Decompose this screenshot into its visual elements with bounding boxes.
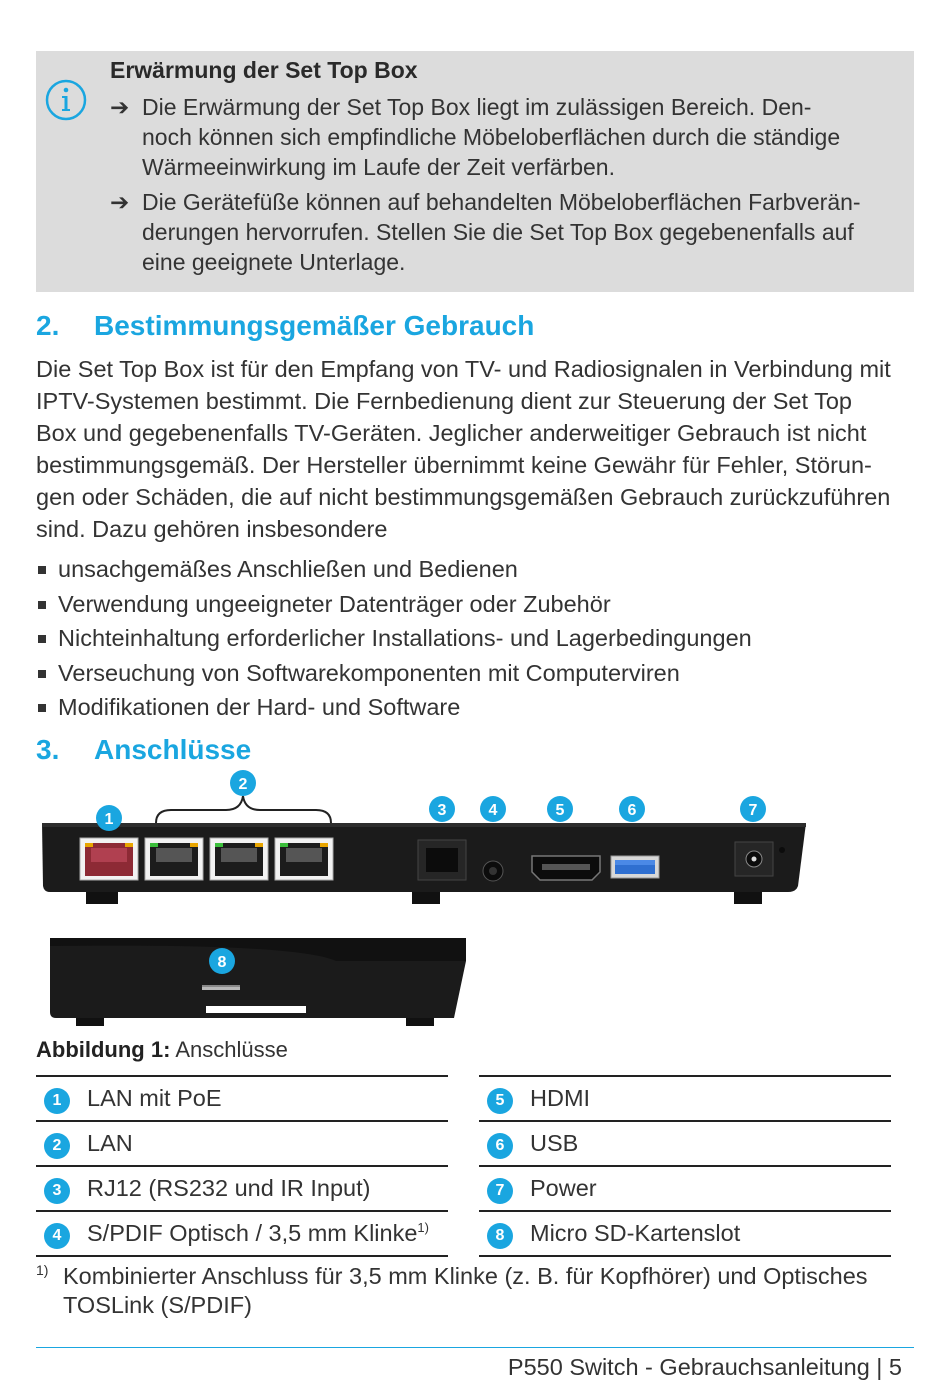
device-foot — [76, 1018, 104, 1026]
svg-text:6: 6 — [627, 802, 637, 819]
list-item: unsachgemäßes Anschließen und Bedienen — [36, 554, 752, 589]
paragraph-line: sind. Dazu gehören insbesondere — [36, 516, 388, 542]
device-foot — [86, 892, 118, 904]
svg-text:7: 7 — [748, 802, 758, 819]
legend-row — [479, 1075, 891, 1120]
legend-label: LAN — [87, 1130, 133, 1156]
caption-text: Anschlüsse — [170, 1037, 288, 1062]
legend-label-with-footnote — [87, 1220, 429, 1247]
number-badge: 1 — [44, 1088, 70, 1114]
callout-3 — [429, 796, 455, 822]
power-port — [735, 842, 773, 876]
device-foot — [412, 892, 440, 904]
legend-row — [36, 1165, 448, 1210]
rj12-port — [418, 840, 466, 880]
legend-table-left — [36, 1075, 448, 1257]
spdif-jack-port — [483, 861, 503, 881]
footnote-line: Kombinierter Anschluss für 3,5 mm Klinke (z. B. für Kopfhörer) und Optisches — [63, 1263, 868, 1289]
label-strip — [514, 898, 624, 905]
svg-text:5: 5 — [555, 802, 565, 819]
number-badge: 8 — [487, 1223, 513, 1249]
callout-7 — [740, 796, 766, 822]
callout-4 — [480, 796, 506, 822]
legend-row — [479, 1165, 891, 1210]
list-item: Verwendung ungeeigneter Datenträger oder Zubehör — [36, 589, 752, 624]
svg-text:1: 1 — [104, 811, 114, 828]
lan-group-bracket — [156, 796, 331, 823]
device-foot — [734, 892, 762, 904]
legend-label: LAN mit PoE — [87, 1085, 222, 1111]
number-badge: 3 — [44, 1178, 70, 1204]
note-title: Erwärmung der Set Top Box — [110, 57, 418, 83]
svg-text:3: 3 — [437, 802, 447, 819]
section-title: Bestimmungsgemäßer Gebrauch — [94, 310, 535, 341]
callout-2 — [230, 770, 256, 796]
note-line: Die Erwärmung der Set Top Box liegt im zulässigen Bereich. Den- — [142, 94, 812, 120]
paragraph-line: bestimmungsgemäß. Der Hersteller übernimmt keine Gewähr für Fehler, Störun- — [36, 452, 872, 478]
callout-5 — [547, 796, 573, 822]
lan-port — [210, 838, 268, 880]
footnote-reference: 1) — [417, 1220, 429, 1236]
callout-6 — [619, 796, 645, 822]
svg-text:2: 2 — [238, 776, 248, 793]
device-illustration — [36, 768, 816, 1030]
lan-poe-port — [80, 838, 138, 880]
paragraph-line: gen oder Schäden, die auf nicht bestimmungsgemäßen Gebrauch zurückzuführen — [36, 484, 891, 510]
footer-divider — [36, 1347, 914, 1348]
section-number: 2. — [36, 310, 60, 341]
legend-label: Micro SD-Kartenslot — [530, 1220, 741, 1246]
label-strip — [206, 1006, 306, 1013]
list-item: Modifikationen der Hard- und Software — [36, 692, 752, 727]
legend-label: Power — [530, 1175, 597, 1201]
arrow-right-icon: ➔ — [110, 94, 130, 120]
lan-port — [145, 838, 203, 880]
legend-label: HDMI — [530, 1085, 591, 1111]
hdmi-port — [532, 856, 600, 880]
usb-port — [611, 856, 659, 878]
number-badge: 6 — [487, 1133, 513, 1159]
arrow-right-icon: ➔ — [110, 189, 130, 215]
caption-label: Abbildung 1: — [36, 1037, 171, 1062]
svg-text:4: 4 — [488, 802, 498, 819]
bullet-list — [36, 554, 752, 727]
legend-row — [479, 1120, 891, 1165]
section-paragraph — [36, 353, 916, 545]
section-number: 3. — [36, 734, 60, 765]
lan-port — [275, 838, 333, 880]
legend-table-right — [479, 1075, 891, 1257]
note-line: Die Gerätefüße können auf behandelten Möbeloberflächen Farbverän- — [142, 189, 861, 215]
list-item: Nichteinhaltung erforderlicher Installations- und Lagerbedingungen — [36, 623, 752, 658]
number-badge: 4 — [44, 1223, 70, 1249]
note-line: noch können sich empfindliche Möbeloberflächen durch die ständige — [142, 124, 841, 150]
callout-8 — [209, 948, 235, 974]
paragraph-line: IPTV-Systemen bestimmt. Die Fernbedienung dient zur Steuerung der Set Top — [36, 388, 852, 414]
legend-label: S/PDIF Optisch / 3,5 mm Klinke — [87, 1220, 418, 1246]
note-line: derungen hervorrufen. Stellen Sie die Set Top Box gegebenenfalls auf — [142, 219, 854, 245]
list-item: Verseuchung von Softwarekomponenten mit Computerviren — [36, 658, 752, 693]
footnote-line: TOSLink (S/PDIF) — [63, 1292, 252, 1318]
legend-label: RJ12 (RS232 und IR Input) — [87, 1175, 371, 1201]
note-line: eine geeignete Unterlage. — [142, 249, 406, 275]
legend-row — [36, 1210, 448, 1257]
info-icon — [42, 76, 90, 124]
legend-label: USB — [530, 1130, 579, 1156]
number-badge: 5 — [487, 1088, 513, 1114]
section-title: Anschlüsse — [94, 734, 252, 765]
legend-row — [479, 1210, 891, 1257]
reset-hole — [779, 847, 785, 853]
figure-caption — [36, 1037, 288, 1063]
device-foot — [406, 1018, 434, 1026]
number-badge: 7 — [487, 1178, 513, 1204]
label-strip — [226, 898, 336, 905]
callout-1 — [96, 805, 122, 831]
number-badge: 2 — [44, 1133, 70, 1159]
legend-row — [36, 1120, 448, 1165]
paragraph-line: Die Set Top Box ist für den Empfang von TV- und Radiosignalen in Verbindung mit — [36, 356, 891, 382]
page-footer: P550 Switch - Gebrauchsanleitung | 5 — [507, 1354, 902, 1380]
svg-text:8: 8 — [217, 954, 227, 971]
paragraph-line: Box und gegebenenfalls TV-Geräten. Jeglicher anderweitiger Gebrauch ist nicht — [36, 420, 867, 446]
legend-row — [36, 1075, 448, 1120]
footnote-mark: 1) — [36, 1262, 49, 1278]
note-line: Wärmeeinwirkung im Laufe der Zeit verfärben. — [142, 154, 615, 180]
